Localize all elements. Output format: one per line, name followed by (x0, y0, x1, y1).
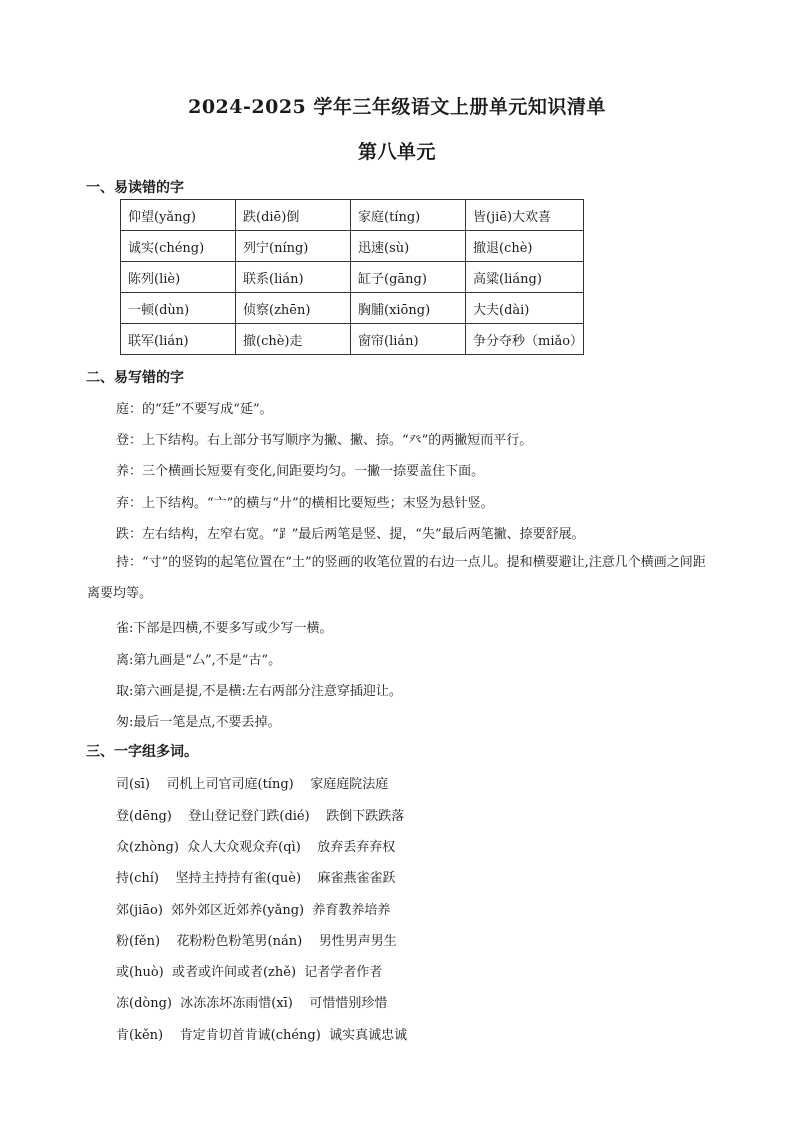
table-cell: 跌(diē)倒 (236, 200, 351, 231)
table-cell: 撤退(chè) (466, 231, 584, 262)
table-cell: 争分夺秒（miǎo） (466, 324, 584, 355)
table-cell: 列宁(níng) (236, 231, 351, 262)
note-line: 跌：左右结构，左窄右宽。“⻊”最后两笔是竖、提，“失”最后两笔撇、捺要舒展。 (116, 527, 585, 542)
word-group-line: 众(zhòng) 众人大众观众弃(qì) 放弃丢弃弃权 (116, 840, 396, 855)
section-heading-word-groups: 三、一字组多词。 (86, 744, 198, 760)
table-cell: 家庭(tíng) (351, 200, 466, 231)
table-row (121, 262, 584, 293)
table-cell: 联军(lián) (121, 324, 236, 355)
table-cell: 侦察(zhēn) (236, 293, 351, 324)
table-row (121, 324, 584, 355)
table-row (121, 200, 584, 231)
page-subtitle: 第八单元 (357, 141, 436, 163)
table-cell: 窗帘(lián) (351, 324, 466, 355)
misread-words-table (120, 199, 584, 355)
note-paragraph: 持：“寸”的竖钩的起笔位置在“土”的竖画的收笔位置的右边一点儿。提和横要避让,注意几个横画之间距离要均等。 (87, 555, 706, 601)
word-group-line: 郊(jiāo) 郊外郊区近郊养(yǎng) 养育教养培养 (116, 903, 391, 918)
word-group-line: 冻(dòng) 冰冻冻坏冻雨惜(xī) 可惜惜别珍惜 (116, 996, 388, 1011)
page-title: 2024-2025 学年三年级语文上册单元知识清单 (188, 96, 606, 118)
word-group-line: 登(dēng) 登山登记登门跌(dié) 跌倒下跌跌落 (116, 809, 405, 824)
table-row (121, 293, 584, 324)
note-line: 匆:最后一笔是点,不要丢掉。 (116, 715, 281, 730)
note-line: 离:第九画是“厶”,不是“古”。 (116, 653, 282, 668)
table-cell: 诚实(chéng) (121, 231, 236, 262)
note-line: 登：上下结构。右上部分书写顺序为撇、撇、捺。“癶”的两撇短而平行。 (116, 433, 533, 448)
table-cell: 陈列(liè) (121, 262, 236, 293)
word-group-line: 司(sī) 司机上司官司庭(tíng) 家庭庭院法庭 (116, 777, 389, 792)
table-row (121, 231, 584, 262)
word-group-line: 持(chí) 坚持主持持有雀(què) 麻雀燕雀雀跃 (116, 871, 396, 886)
note-line: 弃：上下结构。“亠”的横与“廾”的横相比要短些；末竖为悬针竖。 (116, 496, 494, 511)
table-cell: 胸脯(xiōng) (351, 293, 466, 324)
note-line: 取:第六画是提,不是横:左右两部分注意穿插迎让。 (116, 684, 402, 699)
table-cell: 大夫(dài) (466, 293, 584, 324)
note-line: 养：三个横画长短要有变化,间距要均匀。一撇一捺要盖住下面。 (116, 464, 485, 479)
word-group-line: 肯(kěn) 肯定肯切首肯诚(chéng) 诚实真诚忠诚 (116, 1028, 408, 1043)
table-cell: 皆(jiē)大欢喜 (466, 200, 584, 231)
table-cell: 缸子(gāng) (351, 262, 466, 293)
note-line: 庭：的“廷”不要写成“延”。 (116, 402, 273, 417)
word-group-line: 或(huò) 或者或许间或者(zhě) 记者学者作者 (116, 965, 383, 980)
table-cell: 仰望(yǎng) (121, 200, 236, 231)
table-cell: 迅速(sù) (351, 231, 466, 262)
table-cell: 撤(chè)走 (236, 324, 351, 355)
section-heading-miswritten: 二、易写错的字 (86, 370, 184, 386)
table-cell: 高粱(liáng) (466, 262, 584, 293)
word-group-line: 粉(fěn) 花粉粉色粉笔男(nán) 男性男声男生 (116, 934, 397, 949)
table-cell: 联系(lián) (236, 262, 351, 293)
table-cell: 一顿(dùn) (121, 293, 236, 324)
section-heading-misread: 一、易读错的字 (86, 180, 184, 196)
note-line: 雀:下部是四横,不要多写或少写一横。 (116, 621, 333, 636)
